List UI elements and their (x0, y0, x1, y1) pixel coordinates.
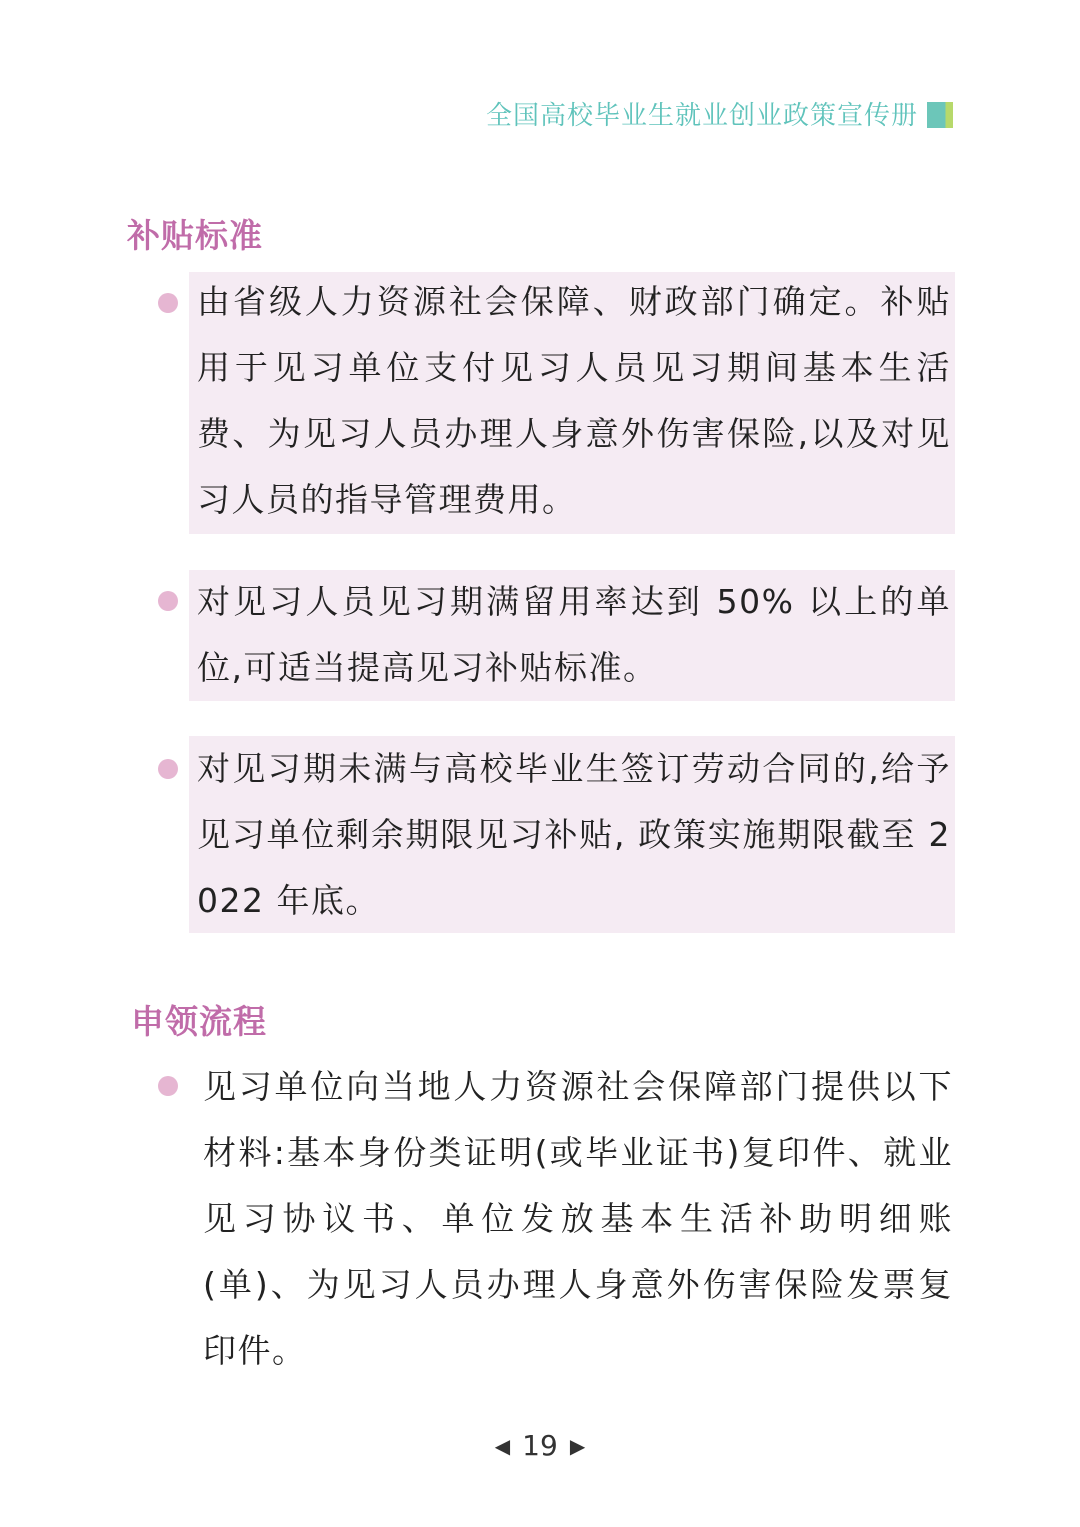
list-item: 对见习人员见习期满留用率达到 50% 以上的单位,可适当提高见习补贴标准。 (197, 582, 951, 687)
list-item: 对见习期未满与高校毕业生签订劳动合同的,给予见习单位剩余期限见习补贴, 政策实施期限截至 2022 年底。 (197, 749, 951, 920)
page-navigation (0, 1426, 1080, 1466)
previous-page-icon[interactable]: ◀ (494, 1434, 511, 1458)
bullet-icon (158, 293, 178, 313)
page-number: 19 (522, 1429, 558, 1462)
bullet-icon (158, 1076, 178, 1096)
section-title-subsidy-standard: 补贴标准 (127, 216, 263, 255)
list-item: 见习单位向当地人力资源社会保障部门提供以下材料:基本身份类证明(或毕业证书)复印件、就业见习协议书、单位发放基本生活补助明细账(单)、为见习人员办理人身意外伤害保险发票复印件。 (203, 1067, 953, 1370)
next-page-icon[interactable]: ▶ (569, 1434, 586, 1458)
booklet-mark-icon (927, 102, 953, 128)
list-item: 由省级人力资源社会保障、财政部门确定。补贴用于见习单位支付见习人员见习期间基本生活费、为见习人员办理人身意外伤害保险,以及对见习人员的指导管理费用。 (197, 282, 951, 519)
bullet-icon (158, 591, 178, 611)
booklet-title: 全国高校毕业生就业创业政策宣传册 (485, 101, 918, 131)
bullet-icon (158, 759, 178, 779)
section-title-application-process: 申领流程 (131, 1002, 267, 1041)
